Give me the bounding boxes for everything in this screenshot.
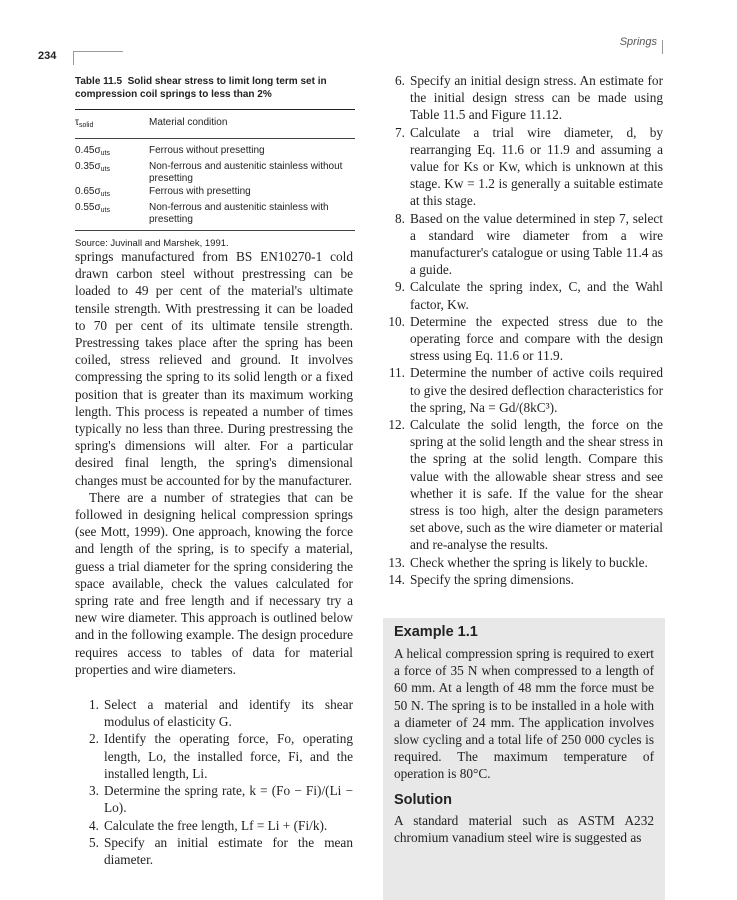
solution-text: A standard material such as ASTM A232 chromium vanadium steel wire is suggested as	[394, 812, 654, 845]
procedure-step: 11. Determine the number of active coils required to give the desired deflection characteristics for the spring, Na = Gd/(8kC³).	[388, 365, 663, 415]
example-box	[383, 618, 665, 900]
running-title: Springs	[619, 36, 657, 48]
right-column	[385, 72, 663, 588]
header-rule	[73, 51, 123, 52]
table-source: Source: Juvinall and Marshek, 1991.	[75, 238, 229, 249]
procedure-step: 5. Specify an initial estimate for the mean diameter.	[89, 834, 353, 867]
table-bottom-rule	[75, 230, 355, 231]
table-cell-condition: Ferrous with presetting	[149, 186, 251, 197]
procedure-list	[385, 72, 663, 588]
procedure-step: 13. Check whether the spring is likely to buckle.	[388, 554, 648, 570]
table-body	[75, 139, 355, 230]
table-row	[75, 202, 355, 226]
example-text: A helical compression spring is required to exert a force of 35 N when compressed to a length of 60 mm. At a length of 48 mm the force must be 50 N. The spring is to be installed in a hole with a diameter of 24 mm. The application involves slow cycling and a total life of 250 000 cycles is required. The maximum temperature of operation is 80°C.	[394, 646, 654, 782]
procedure-step: 3. Determine the spring rate, k = (Fo − Fi)/(Li − Lo).	[89, 783, 353, 816]
procedure-step: 2. Identify the operating force, Fo, operating length, Lo, the installed force, Fi, and the installed length, Li.	[89, 731, 353, 781]
table-cell-factor: $0.55\sigma_{uts}$	[75, 202, 110, 214]
body-paragraph: There are a number of strategies that can be followed in designing helical compression springs (see Mott, 1999). One approach, knowing the force and length of the spring, is to specify a material, guess a trial diameter for the spring considering the space available, check the values calculated for spring rate and free length and if necessary try a new wire diameter. This approach is outlined below and in the following example. The design procedure requires access to tables of data for material properties and wire diameters.	[75, 489, 353, 677]
procedure-step: 1. Select a material and identify its shear modulus of elasticity G.	[89, 697, 353, 730]
table-header-row	[75, 110, 355, 138]
table-caption	[75, 75, 355, 101]
table-header-tau: $\tau_{solid}$	[75, 117, 94, 129]
example-title: Example 1.1	[394, 624, 478, 640]
body-paragraph: springs manufactured from BS EN10270-1 cold drawn carbon steel without prestressing can be loaded to 49 per cent of the material's ultimate tensile strength. With prestressing it can be loaded to 70 per cent of its ultimate tensile strength. Prestressing takes place after the spring has been coiled, stress relieved and ground. It involves compressing the spring to its solid length or a fixed position that is greater than its maximum working length. This process is repeated a number of times typically no less than three. During prestressing the spring's dimensions will alter. For a particular desired final length, the spring's dimensional changes must be accounted for by the manufacturer.	[75, 249, 353, 488]
table-block	[75, 75, 355, 249]
table-cell-factor: $0.45\sigma_{uts}$	[75, 145, 110, 157]
table-row	[75, 186, 355, 201]
solution-title: Solution	[394, 791, 452, 808]
table-cell-condition: Non-ferrous and austenitic stainless with presetting	[149, 202, 329, 225]
procedure-step: 10. Determine the expected stress due to the operating force and compare with the design stress using Eq. 11.6 or 11.9.	[388, 313, 663, 364]
left-column	[75, 248, 353, 868]
page-number: 234	[38, 50, 57, 62]
table-row	[75, 161, 355, 185]
table-cell-factor: $0.35\sigma_{uts}$	[75, 161, 110, 173]
procedure-step: 12. Calculate the solid length, the force on the spring at the solid length and the shear stress in the spring at the solid length. Compare this value with the allowable shear stress and see whether it is safe. If the value for the shear stress is too high, alter the design parameters set above, such as the wire diameter or material and re-analyse the results.	[388, 417, 663, 553]
procedure-step: 14. Specify the spring dimensions.	[388, 571, 574, 587]
table-cell-factor: $0.65\sigma_{uts}$	[75, 186, 110, 198]
table-caption-text: Solid shear stress to limit long term set in compression coil springs to less than 2%	[75, 76, 327, 100]
table-caption-label: Table 11.5	[75, 76, 123, 87]
table-row	[75, 145, 355, 160]
procedure-list	[75, 696, 353, 868]
table-cell-condition: Ferrous without presetting	[149, 145, 265, 156]
procedure-step: 6. Specify an initial design stress. An estimate for the initial design stress can be made using Table 11.5 and Figure 11.12.	[395, 73, 663, 123]
header-tick	[73, 51, 74, 65]
procedure-step: 7. Calculate a trial wire diameter, d, by rearranging Eq. 11.6 or 11.9 and assuming a value for Ks or Kw, which is unknown at this stage. Kw = 1.2 is generally a suitable estimate at this stage.	[395, 124, 663, 209]
procedure-step: 9. Calculate the spring index, C, and the Wahl factor, Kw.	[395, 279, 663, 312]
procedure-step: 4. Calculate the free length, Lf = Li + (Fi/k).	[89, 817, 328, 833]
header-tick	[662, 40, 663, 54]
table-cell-condition: Non-ferrous and austenitic stainless without presetting	[149, 161, 343, 184]
table-header-condition: Material condition	[149, 117, 228, 128]
procedure-step: 8. Based on the value determined in step 7, select a standard wire diameter from a wire manufacturer's catalogue or using Table 11.4 as a guide.	[395, 210, 663, 278]
